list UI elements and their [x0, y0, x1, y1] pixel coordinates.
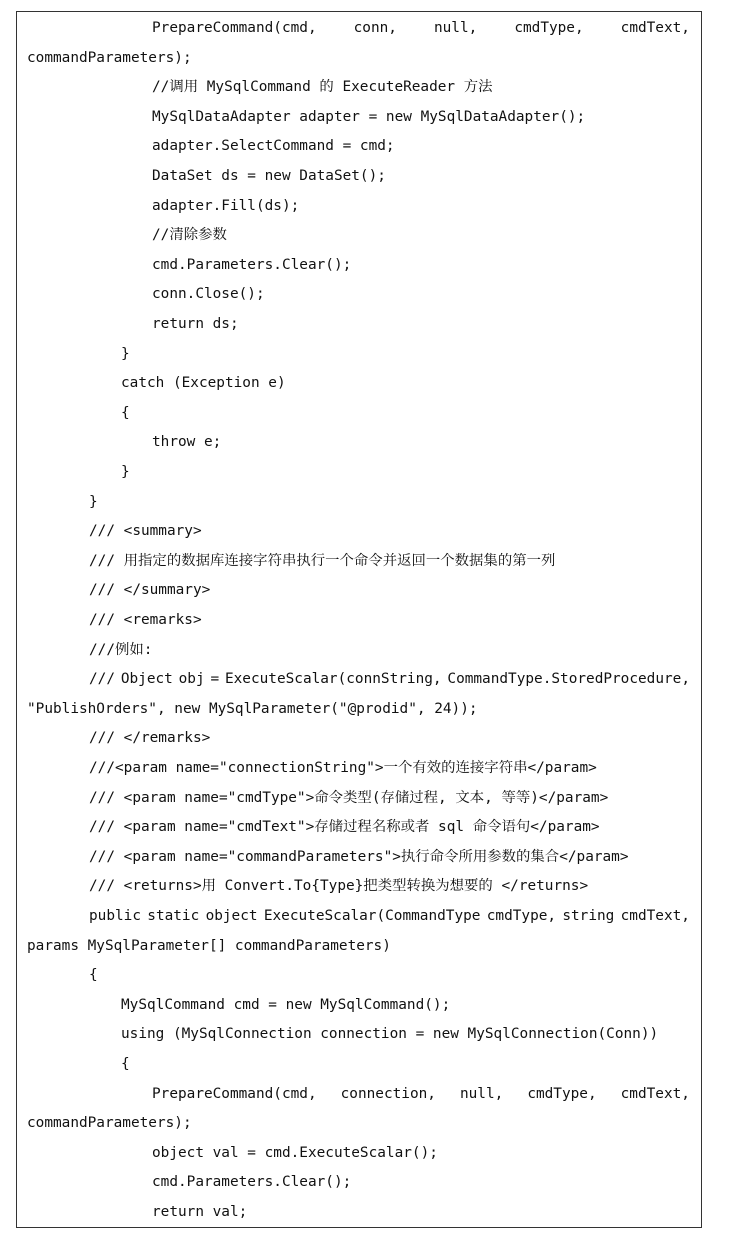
code-line: using (MySqlConnection connection = new MySqlConnection(Conn)) — [121, 1026, 659, 1043]
code-line: cmd.Parameters.Clear(); — [152, 256, 352, 273]
code-line: } — [121, 345, 130, 362]
code-line: MySqlCommand cmd = new MySqlCommand(); — [121, 996, 451, 1013]
code-line: } — [89, 493, 98, 510]
code-line: /// <param name="cmdText">存储过程名称或者 sql 命令语句</param> — [89, 819, 600, 836]
code-line: commandParameters); — [27, 49, 192, 66]
code-line: public static object ExecuteScalar(CommandType cmdType, string cmdText, — [89, 908, 690, 924]
code-line: //清除参数 — [152, 227, 227, 244]
code-line: /// </summary> — [89, 582, 211, 599]
code-line: /// </remarks> — [89, 730, 211, 747]
code-line: "PublishOrders", new MySqlParameter("@prodid", 24)); — [27, 700, 478, 717]
code-line: } — [121, 464, 130, 480]
code-line: return val; — [152, 1204, 248, 1220]
code-line: /// <remarks> — [89, 612, 202, 628]
code-line: PrepareCommand(cmd, conn, null, cmdType, cmdText, — [152, 20, 690, 36]
code-line: //调用 MySqlCommand 的 ExecuteReader 方法 — [152, 79, 493, 96]
code-line: return ds; — [152, 316, 239, 332]
code-line: /// <summary> — [89, 523, 202, 540]
code-line: MySqlDataAdapter adapter = new MySqlDataAdapter(); — [152, 108, 586, 125]
code-line: ///<param name="connectionString">一个有效的连接字符串</param> — [89, 760, 597, 776]
code-line: ///例如: — [89, 641, 153, 658]
code-line: PrepareCommand(cmd, connection, null, cmdType, cmdText, — [152, 1085, 690, 1102]
code-line: object val = cmd.ExecuteScalar(); — [152, 1144, 438, 1161]
code-line: catch (Exception e) — [121, 375, 286, 392]
code-line: commandParameters); — [27, 1115, 192, 1132]
code-line: throw e; — [152, 434, 222, 451]
code-line: adapter.Fill(ds); — [152, 197, 300, 214]
code-line: DataSet ds = new DataSet(); — [152, 168, 386, 184]
code-line: { — [89, 967, 98, 984]
code-line: /// <param name="cmdType">命令类型(存储过程, 文本, 等等)</param> — [89, 789, 609, 806]
code-line: { — [121, 1056, 130, 1072]
code-line: /// <param name="commandParameters">执行命令所用参数的集合</param> — [89, 848, 629, 865]
code-line: { — [121, 404, 130, 421]
code-line: /// 用指定的数据库连接字符串执行一个命令并返回一个数据集的第一列 — [89, 552, 556, 569]
code-line: /// Object obj = ExecuteScalar(connString, CommandType.StoredProcedure, — [89, 671, 690, 688]
code-line: /// <returns>用 Convert.To{Type}把类型转换为想要的 </returns> — [89, 878, 589, 895]
code-line: cmd.Parameters.Clear(); — [152, 1174, 352, 1191]
code-line: adapter.SelectCommand = cmd; — [152, 138, 395, 155]
code-line: conn.Close(); — [152, 286, 265, 303]
code-line: params MySqlParameter[] commandParameters) — [27, 937, 391, 954]
